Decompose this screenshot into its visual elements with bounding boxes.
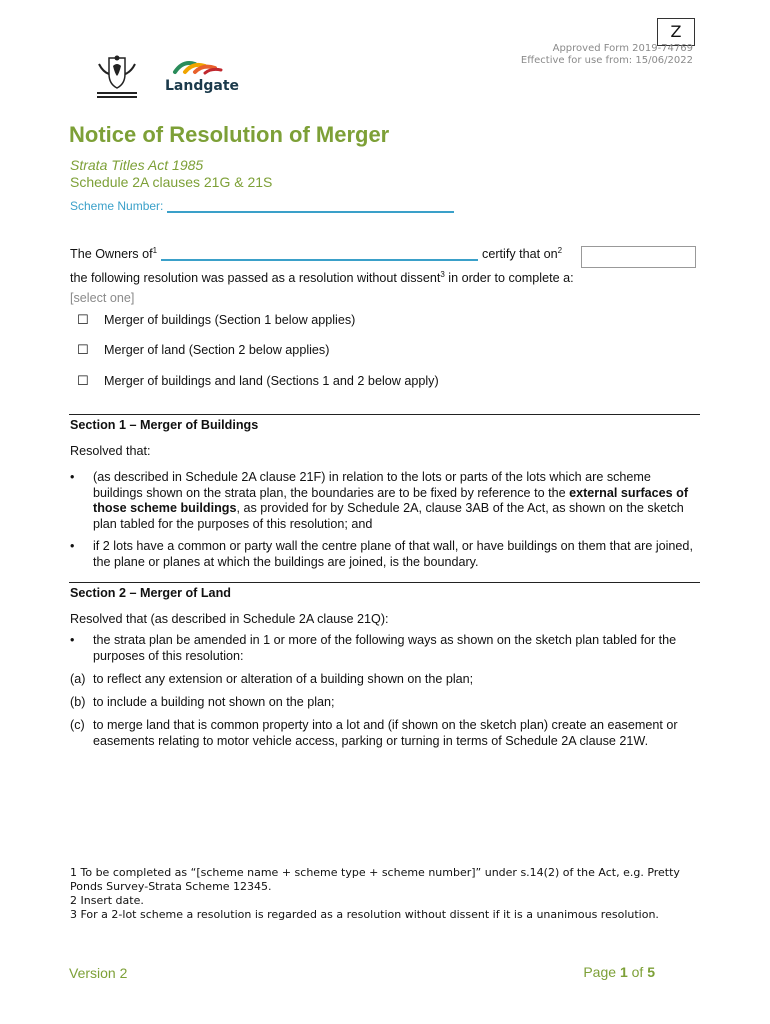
- section2-item-a: [70, 672, 700, 688]
- schedule-reference: Schedule 2A clauses 21G & 21S: [70, 174, 273, 190]
- option-merger-buildings[interactable]: [77, 313, 355, 328]
- item-key: (a): [70, 672, 86, 686]
- page-word: Page: [583, 964, 617, 980]
- footnote-3: 3 For a 2-lot scheme a resolution is regarded as a resolution without dissent if it is a unanimous resolution.: [70, 908, 659, 921]
- option-merger-land[interactable]: [77, 343, 329, 358]
- bullet-icon: •: [70, 633, 75, 647]
- section-divider: [69, 414, 700, 415]
- checkbox-icon[interactable]: ☐: [77, 313, 89, 328]
- footnote-1: 1 To be completed as “[scheme name + scheme type + scheme number]” under s.14(2) of the Act, e.g. Pretty Ponds Survey-Strata Scheme 12345.: [70, 866, 680, 893]
- page-number: 1: [619, 964, 628, 980]
- resolution-statement-text: the following resolution was passed as a resolution without dissent: [70, 271, 441, 285]
- version-label: Version 2: [69, 965, 128, 981]
- certify-label: certify that on: [482, 247, 558, 261]
- effective-date: Effective for use from: 15/06/2022: [520, 55, 693, 66]
- owners-row: [70, 243, 562, 262]
- bullet-icon: •: [70, 539, 75, 553]
- footnote-ref-2: 2: [557, 246, 563, 255]
- option-label: Merger of buildings (Section 1 below applies): [104, 313, 356, 327]
- form-code-box: Z: [657, 18, 695, 46]
- scheme-number-label: Scheme Number:: [70, 199, 164, 213]
- select-hint: [select one]: [70, 291, 135, 305]
- approved-form-info: [521, 43, 693, 67]
- scheme-number-row: [70, 199, 454, 213]
- wa-government-crest-icon: [91, 54, 143, 102]
- bullet-text: if 2 lots have a common or party wall the centre plane of that wall, or have buildings on them that are joined, the plane or planes at which the buildings are joined, is the boundary.: [93, 539, 693, 569]
- section1-bullet-1: [70, 470, 700, 532]
- resolution-statement: [70, 267, 574, 286]
- owners-label: The Owners of: [70, 247, 153, 261]
- footnote-2: 2 Insert date.: [70, 894, 144, 907]
- landgate-logo: [165, 58, 245, 98]
- act-name: Strata Titles Act 1985: [70, 157, 204, 173]
- section2-bullet: [70, 633, 700, 664]
- approved-form-number: Approved Form 2019-74769: [552, 43, 693, 54]
- bullet-text: the strata plan be amended in 1 or more of the following ways as shown on the sketch plan tabled for the purposes of this resolution:: [93, 633, 677, 663]
- item-key: (c): [70, 718, 85, 732]
- option-merger-buildings-and-land[interactable]: [77, 374, 439, 389]
- section2-heading: Section 2 – Merger of Land: [70, 586, 231, 600]
- section-divider: [69, 582, 700, 583]
- section2-resolved: Resolved that (as described in Schedule 2A clause 21Q):: [70, 612, 389, 626]
- item-key: (b): [70, 695, 86, 709]
- section1-heading: Section 1 – Merger of Buildings: [70, 418, 259, 432]
- bullet-icon: •: [70, 470, 75, 484]
- resolution-statement-tail: in order to complete a:: [444, 271, 574, 285]
- page-indicator: [583, 964, 655, 980]
- option-label: Merger of buildings and land (Sections 1 and 2 below apply): [104, 374, 439, 388]
- item-text: to reflect any extension or alteration of a building shown on the plan;: [93, 672, 474, 686]
- checkbox-icon[interactable]: ☐: [77, 343, 89, 358]
- page-total: 5: [647, 964, 655, 980]
- resolution-date-field[interactable]: [581, 246, 696, 268]
- landgate-wordmark: Landgate: [165, 78, 240, 94]
- checkbox-icon[interactable]: ☐: [77, 374, 89, 389]
- bullet-text: (as described in Schedule 2A clause 21F) in relation to the lots or parts of the lots which are scheme buildings shown on the strata plan, the boundaries are to be fixed by reference to the: [93, 470, 651, 500]
- section2-item-b: [70, 695, 700, 711]
- footnote-ref-3: 3: [440, 270, 445, 279]
- item-text: to merge land that is common property into a lot and (if shown on the sketch plan) create an easement or easements relating to motor vehicle access, parking or turning in terms of Schedule 2A clause 21W.: [93, 718, 678, 748]
- owners-name-field[interactable]: [161, 247, 478, 261]
- bullet-text-end: , as provided for by Schedule 2A, clause 3AB of the Act, as shown on the sketch plan tabled for the purposes of this resolution; and: [93, 501, 684, 531]
- bullet-bold-text: external surfaces of those scheme buildings: [93, 485, 689, 515]
- scheme-number-field[interactable]: [167, 199, 454, 213]
- section1-bullet-2: [70, 539, 700, 570]
- landgate-swoosh-icon: [165, 58, 225, 76]
- footnote-ref-1: 1: [152, 246, 158, 255]
- page-title: Notice of Resolution of Merger: [69, 122, 390, 147]
- of-word: of: [631, 964, 644, 980]
- item-text: to include a building not shown on the plan;: [93, 695, 335, 709]
- option-label: Merger of land (Section 2 below applies): [104, 343, 330, 357]
- section2-item-c: [70, 718, 700, 749]
- footnotes: [70, 866, 700, 922]
- section1-resolved: Resolved that:: [70, 444, 151, 458]
